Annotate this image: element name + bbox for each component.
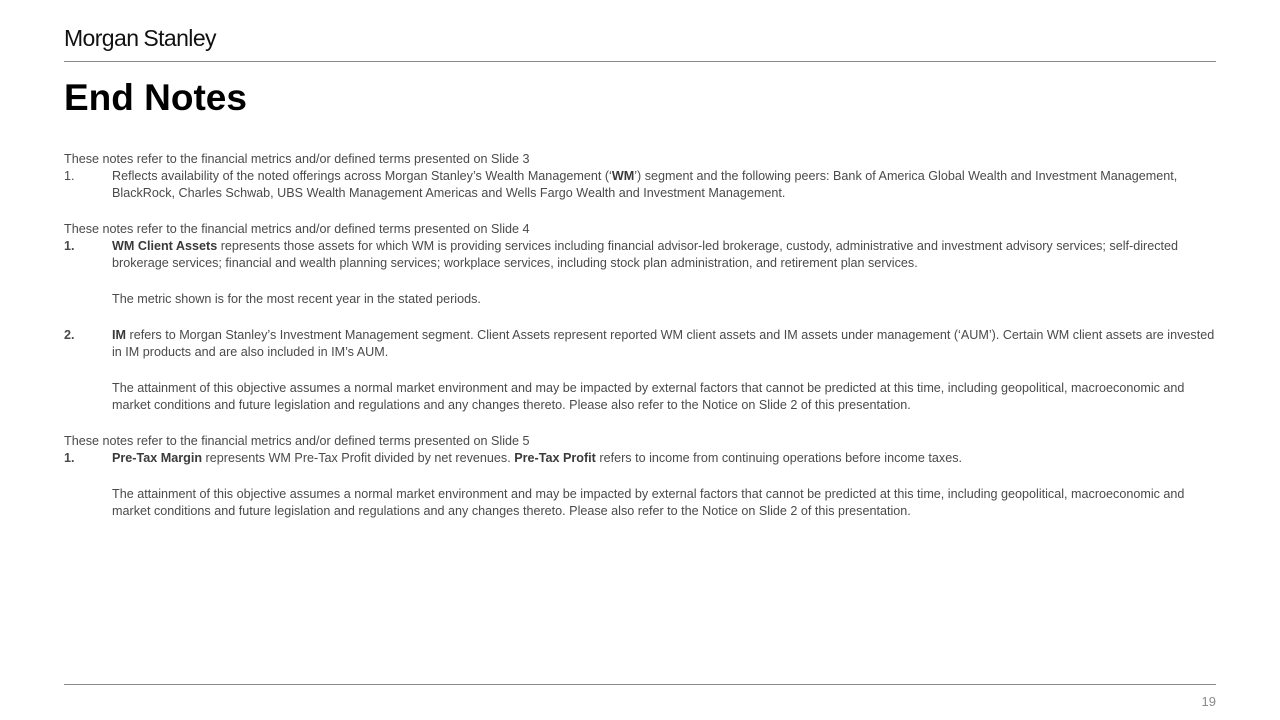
- morgan-stanley-logo: [64, 24, 216, 52]
- note-text-part: ’) segment and the following peers: Bank of America Global Wealth and Investment Management, BlackRock, Charles Schwab, UBS Wealth Management Americas and Wells Fargo Wealth and Investment Management.: [112, 169, 1178, 200]
- note-text-part: refers to Morgan Stanley’s Investment Management segment. Client Assets represent reported WM client assets and IM assets under management (‘AUM’). Certain WM client assets are invested in IM products and are also included in IM’s AUM.: [112, 328, 1215, 359]
- note-number: 1.: [64, 169, 75, 183]
- note-term-pre-tax-margin: Pre-Tax Margin: [112, 451, 203, 465]
- note-text: [112, 450, 1218, 467]
- slide5-note-1-para2: The attainment of this objective assumes a normal market environment and may be impacted by external factors that cannot be predicted at this time, including geopolitical, macroeconomic and market conditions and future legislation and regulations and any changes thereto. Please also refer to the Notice on Slide 2 of this presentation.: [112, 487, 1185, 518]
- note-text-part: represents WM Pre-Tax Profit divided by net revenues.: [202, 451, 515, 465]
- logo-word-stanley: Stanley: [143, 25, 216, 51]
- page-number: 19: [1201, 694, 1216, 709]
- slide3-note-1: [64, 168, 1218, 202]
- note-number: 1.: [64, 451, 75, 465]
- slide4-note-1: [64, 238, 1218, 272]
- note-text-part: Reflects availability of the noted offerings across Morgan Stanley’s Wealth Management (‘: [112, 169, 612, 183]
- slide4-note-2: [64, 327, 1218, 361]
- page-title: End Notes: [64, 77, 247, 118]
- slide5-note-1: [64, 450, 1218, 467]
- note-term-wm-client-assets: WM Client Assets: [112, 239, 218, 253]
- slide5-intro: These notes refer to the financial metrics and/or defined terms presented on Slide 5: [64, 434, 530, 448]
- note-text-part: represents those assets for which WM is providing services including financial advisor-led brokerage, custody, administrative and investment advisory services; self-directed brokerage services; financial and wealth planning services; workplace services, including stock plan administration, and retirement plan services.: [112, 239, 1179, 270]
- note-text-part: refers to income from continuing operations before income taxes.: [595, 451, 962, 465]
- note-term-pre-tax-profit: Pre-Tax Profit: [514, 451, 596, 465]
- note-term-im: IM: [112, 328, 126, 342]
- slide4-note-1-para2: The metric shown is for the most recent year in the stated periods.: [112, 292, 481, 306]
- slide3-intro: These notes refer to the financial metrics and/or defined terms presented on Slide 3: [64, 152, 530, 166]
- footer-divider: [64, 684, 1216, 685]
- header-divider: [64, 61, 1216, 62]
- end-notes-body: [64, 151, 1218, 520]
- slide4-note-2-para2: The attainment of this objective assumes a normal market environment and may be impacted by external factors that cannot be predicted at this time, including geopolitical, macroeconomic and market conditions and future legislation and regulations and any changes thereto. Please also refer to the Notice on Slide 2 of this presentation.: [112, 381, 1185, 412]
- note-text: [112, 238, 1218, 272]
- logo-word-morgan: Morgan: [64, 25, 139, 51]
- note-number: 1.: [64, 239, 75, 253]
- note-term-wm: WM: [611, 169, 635, 183]
- note-text: [112, 168, 1218, 202]
- note-number: 2.: [64, 328, 75, 342]
- note-text: [112, 327, 1218, 361]
- slide4-intro: These notes refer to the financial metrics and/or defined terms presented on Slide 4: [64, 222, 530, 236]
